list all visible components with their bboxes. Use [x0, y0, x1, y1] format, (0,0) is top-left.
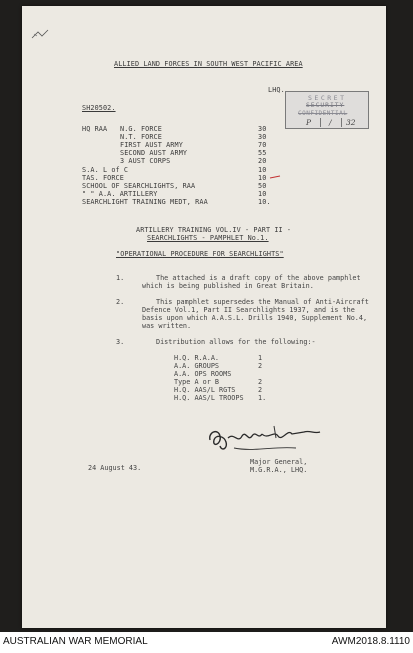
distribution-qty: 55 — [258, 149, 267, 157]
distribution-prefix: HQ RAA — [82, 125, 108, 133]
allocation-unit: H.Q. R.A.A. — [174, 354, 220, 362]
allocation-qty: 2 — [258, 378, 263, 386]
stamp-classification-text: CONFIDENTIAL — [298, 110, 348, 117]
distribution-unit: FIRST AUST ARMY — [120, 141, 183, 149]
paragraph-number: 1. — [116, 274, 125, 282]
paragraph-line: The attached is a draft copy of the above pamphlet — [156, 274, 361, 282]
paragraph-line: This pamphlet supersedes the Manual of Anti-Aircraft — [156, 298, 369, 306]
allocation-unit: A.A. OPS ROOMS — [174, 370, 232, 378]
distribution-unit: TAS. FORCE — [82, 174, 124, 182]
allocation-qty: 2 — [258, 362, 263, 370]
footer-bar — [0, 636, 413, 653]
document-page — [22, 6, 386, 628]
stamp-security-text: SECURITY — [306, 102, 345, 109]
handwritten-signature — [204, 418, 324, 460]
title-line: ARTILLERY TRAINING VOL.IV - PART II - — [136, 226, 292, 234]
distribution-qty: 50 — [258, 182, 267, 190]
paragraph-number: 3. — [116, 338, 125, 346]
stamp-divider — [320, 118, 321, 127]
distribution-unit: N.T. FORCE — [120, 133, 162, 141]
distribution-unit: SECOND AUST ARMY — [120, 149, 188, 157]
distribution-qty: 20 — [258, 157, 267, 165]
signature-title: Major General, — [250, 458, 308, 466]
corner-ink-mark — [28, 26, 52, 42]
signature-unit: M.G.R.A., LHQ. — [250, 466, 308, 474]
distribution-qty: 10 — [258, 174, 267, 182]
distribution-unit: S.A. L of C — [82, 166, 129, 174]
stamp-slash: / — [329, 118, 332, 127]
title-line: "OPERATIONAL PROCEDURE FOR SEARCHLIGHTS" — [116, 250, 284, 258]
lhq-label: LHQ. — [268, 86, 285, 94]
footer-credit: AUSTRALIAN WAR MEMORIAL — [3, 636, 148, 647]
allocation-unit: Type A or B — [174, 378, 220, 386]
allocation-qty: 1 — [258, 354, 263, 362]
stamp-p-letter: P — [306, 118, 312, 127]
red-tick-mark — [269, 174, 281, 180]
paragraph-line: basis upon which A.A.S.L. Drills 1940, Supplement No.4, — [142, 314, 368, 322]
allocation-unit: H.Q. AAS/L TROOPS — [174, 394, 244, 402]
paragraph-line: Distribution allows for the following:- — [156, 338, 316, 346]
reference-number: SH20502. — [82, 104, 116, 112]
title-line: SEARCHLIGHTS - PAMPHLET No.1. — [147, 234, 269, 242]
document-heading: ALLIED LAND FORCES IN SOUTH WEST PACIFIC AREA — [114, 60, 303, 68]
distribution-qty: 10 — [258, 166, 267, 174]
distribution-unit: SEARCHLIGHT TRAINING MEDT, RAA — [82, 198, 208, 206]
distribution-qty: 70 — [258, 141, 267, 149]
allocation-qty: 1. — [258, 394, 267, 402]
stamp-secret-text: SECRET — [308, 94, 347, 102]
allocation-qty: 2 — [258, 386, 263, 394]
secret-stamp — [285, 91, 369, 129]
distribution-qty: 10 — [258, 190, 267, 198]
distribution-unit: SCHOOL OF SEARCHLIGHTS, RAA — [82, 182, 196, 190]
stamp-number: 32 — [346, 118, 356, 127]
allocation-unit: H.Q. AAS/L RGTS — [174, 386, 236, 394]
document-date: 24 August 43. — [88, 464, 142, 472]
distribution-qty: 30 — [258, 125, 267, 133]
distribution-unit: " " A.A. ARTILLERY — [82, 190, 158, 198]
stamp-divider — [341, 118, 342, 127]
distribution-qty: 10. — [258, 198, 271, 206]
paragraph-line: Defence Vol.1, Part II Searchlights 1937, and is the — [142, 306, 355, 314]
paragraph-line: was written. — [142, 322, 192, 330]
allocation-unit: A.A. GROUPS — [174, 362, 220, 370]
distribution-unit: 3 AUST CORPS — [120, 157, 171, 165]
paragraph-number: 2. — [116, 298, 125, 306]
footer-accession-number: AWM2018.8.1110 — [331, 636, 410, 647]
paragraph-line: which is being published in Great Britain. — [142, 282, 314, 290]
distribution-unit: N.G. FORCE — [120, 125, 162, 133]
distribution-qty: 30 — [258, 133, 267, 141]
